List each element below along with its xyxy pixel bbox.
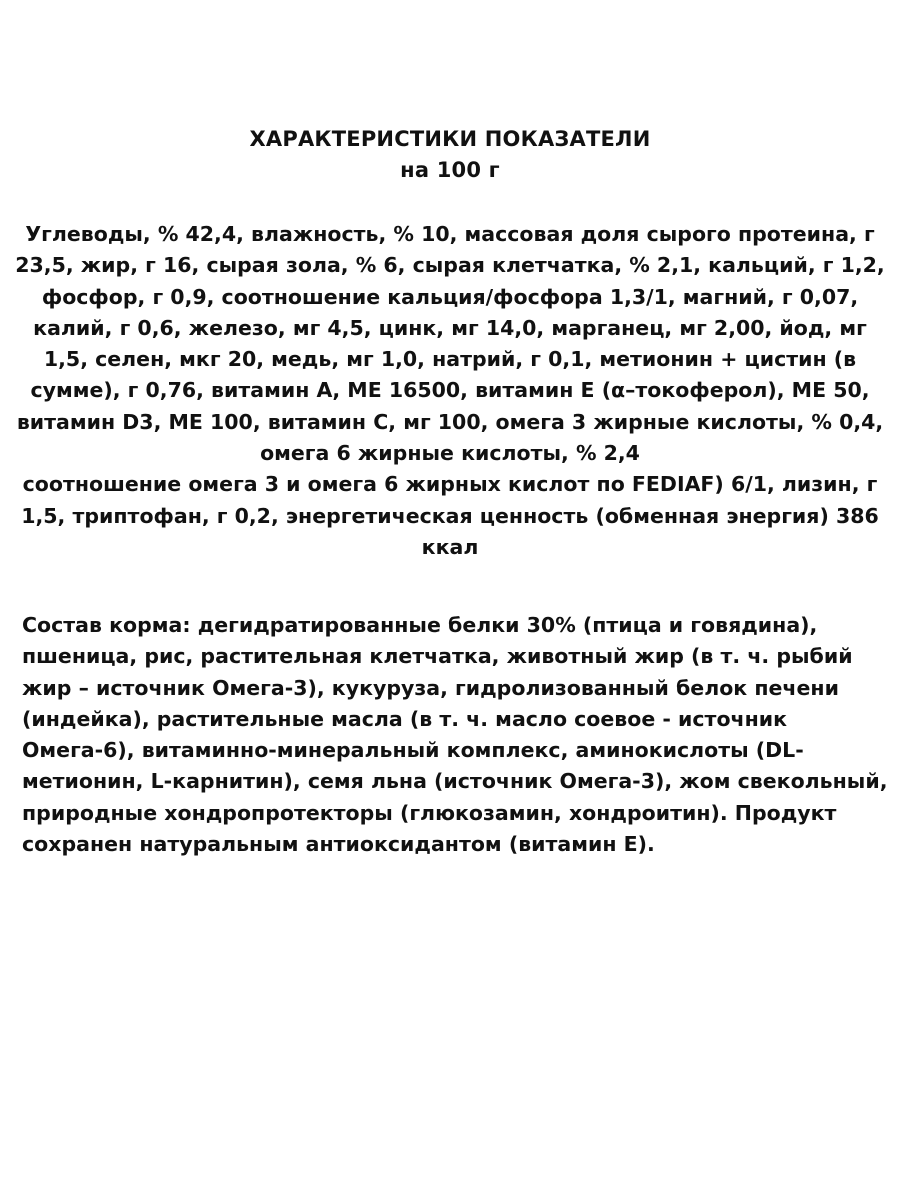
nutrient-paragraph-1: Углеводы, % 42,4, влажность, % 10, массовая доля сырого протеина, г 23,5, жир, г 16, сырая зола, % 6, сырая клетчатка, % 2,1, кальций, г 1,2, фосфор, г 0,9, соотношение кальция/фосфора 1,3/1, магний, г 0,07, калий, г 0,6, железо, мг 4,5, цинк, мг 14,0, марганец, мг 2,00, йод, мг 1,5, селен, мкг 20, медь, мг 1,0, натрий, г 0,1, метионин + цистин (в сумме), г 0,76, витамин А, МЕ 16500, витамин Е (α–токоферол), МЕ 50, витамин D3, МЕ 100, витамин С, мг 100, омега 3 жирные кислоты, % 0,4, омега 6 жирные кислоты, % 2,4	[15, 222, 885, 466]
heading-subtitle: на 100 г	[400, 158, 500, 182]
heading-title: ХАРАКТЕРИСТИКИ ПОКАЗАТЕЛИ	[249, 127, 651, 151]
nutrient-values	[12, 219, 888, 563]
composition-text: Состав корма: дегидратированные белки 30% (птица и говядина), пшеница, рис, растительная клетчатка, животный жир (в т. ч. рыбий жир – источник Омега-3), кукуруза, гидролизованный белок печени (индейка), растительные масла (в т. ч. масло соевое - источник Омега-6), витаминно-минеральный комплекс, аминокислоты (DL-метионин, L-карнитин), семя льна (источник Омега-3), жом свекольный, природные хондропротекторы (глюкозамин, хондроитин). Продукт сохранен натуральным антиоксидантом (витамин Е).	[22, 613, 888, 857]
document-heading	[0, 124, 900, 186]
nutrient-paragraph-2: соотношение омега 3 и омега 6 жирных кислот по FEDIAF) 6/1, лизин, г 1,5, триптофан, г 0,2, энергетическая ценность (обменная энергия) 386 ккал	[21, 472, 879, 559]
